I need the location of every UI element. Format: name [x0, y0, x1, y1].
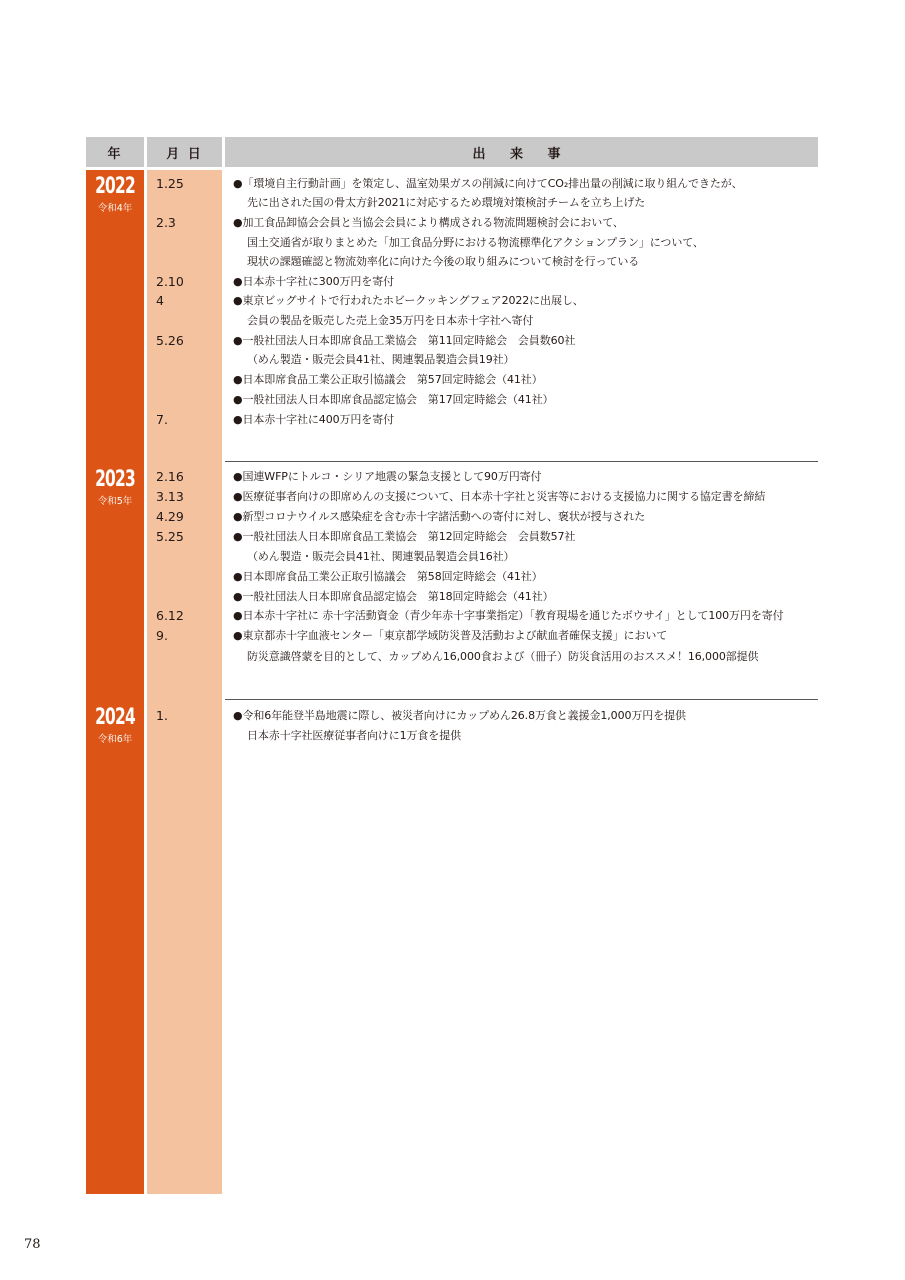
year-2024 [86, 707, 144, 745]
event-line: ●日本即席食品工業公正取引協議会 第58回定時総会（41社） [233, 570, 543, 583]
year-era: 令和6年 [97, 734, 133, 745]
event-line: ●加工食品卸協会会員と当協会会員により構成される物流問題検討会において、 [233, 216, 624, 229]
event-line: ●東京都赤十字血液センター「東京都学域防災普及活動および献血者確保支援」において [233, 629, 668, 642]
event-line: （めん製造・販売会員41社、関連製品製造会員16社） [247, 550, 515, 563]
event-line: 会員の製品を販売した売上金35万円を日本赤十字社へ寄付 [247, 314, 534, 327]
date: 3.13 [156, 489, 184, 504]
event-line: 現状の課題確認と物流効率化に向けた今後の取り組みについて検討を行っている [247, 255, 640, 268]
event-line: ●一般社団法人日本即席食品認定協会 第18回定時総会（41社） [233, 590, 554, 603]
event-line: ●医療従事者向けの即席めんの支援について、日本赤十字社と災害等における支援協力に関する協定書を締結 [233, 490, 766, 503]
date-column [147, 170, 222, 1194]
year-2023 [86, 469, 144, 507]
date: 9. [156, 628, 168, 643]
event-line: 日本赤十字社医療従事者向けに1万食を提供 [247, 729, 461, 742]
page-number: 78 [24, 1237, 41, 1252]
date: 6.12 [156, 608, 184, 623]
event-line: 国土交通省が取りまとめた「加工食品分野における物流標準化アクションプラン」について、 [247, 236, 704, 249]
header-event: 出 来 事 [225, 137, 818, 167]
event-line: 防災意識啓蒙を目的として、カップめん16,000食および（冊子）防災食活用のおススメ！16,000部提供 [247, 650, 759, 663]
event-line: 先に出された国の骨太方針2021に対応するため環境対策検討チームを立ち上げた [247, 196, 646, 209]
event-line: ●東京ビッグサイトで行われたホビークッキングフェア2022に出展し、 [233, 294, 584, 307]
year-column [86, 170, 144, 1194]
year-number: 2022 [95, 174, 135, 199]
date: 5.26 [156, 333, 184, 348]
section-divider [225, 699, 818, 700]
date: 2.10 [156, 274, 184, 289]
date: 2.3 [156, 215, 176, 230]
date: 4 [156, 293, 164, 308]
date: 1. [156, 708, 168, 723]
year-era: 令和5年 [97, 496, 133, 507]
date: 5.25 [156, 529, 184, 544]
event-line: ●国連WFPにトルコ・シリア地震の緊急支援として90万円寄付 [233, 470, 542, 483]
event-line: ●日本赤十字社に400万円を寄付 [233, 413, 394, 426]
date: 1.25 [156, 176, 184, 191]
event-line: ●令和6年能登半島地震に際し、被災者向けにカップめん26.8万食と義援金1,000万円を提供 [233, 709, 686, 722]
date: 2.16 [156, 469, 184, 484]
event-line: ●一般社団法人日本即席食品工業協会 第12回定時総会 会員数57社 [233, 530, 576, 543]
event-line: ●「環境自主行動計画」を策定し、温室効果ガスの削減に向けてCO₂排出量の削減に取り組んできたが、 [233, 177, 743, 190]
event-line: ●日本即席食品工業公正取引協議会 第57回定時総会（41社） [233, 373, 543, 386]
year-number: 2023 [95, 467, 135, 492]
section-divider [225, 461, 818, 462]
event-line: ●一般社団法人日本即席食品工業協会 第11回定時総会 会員数60社 [233, 334, 576, 347]
date: 4.29 [156, 509, 184, 524]
year-2022 [86, 176, 144, 214]
year-number: 2024 [95, 705, 135, 730]
header-date: 月 日 [147, 137, 222, 167]
date: 7. [156, 412, 168, 427]
event-line: （めん製造・販売会員41社、関連製品製造会員19社） [247, 353, 515, 366]
event-line: ●日本赤十字社に 赤十字活動資金（青少年赤十字事業指定）「教育現場を通じたボウサイ」として100万円を寄付 [233, 609, 784, 622]
header-year: 年 [86, 137, 144, 167]
event-line: ●一般社団法人日本即席食品認定協会 第17回定時総会（41社） [233, 393, 554, 406]
event-line: ●新型コロナウイルス感染症を含む赤十字諸活動への寄付に対し、褒状が授与された [233, 510, 646, 523]
event-line: ●日本赤十字社に300万円を寄付 [233, 275, 394, 288]
year-era: 令和4年 [97, 203, 133, 214]
